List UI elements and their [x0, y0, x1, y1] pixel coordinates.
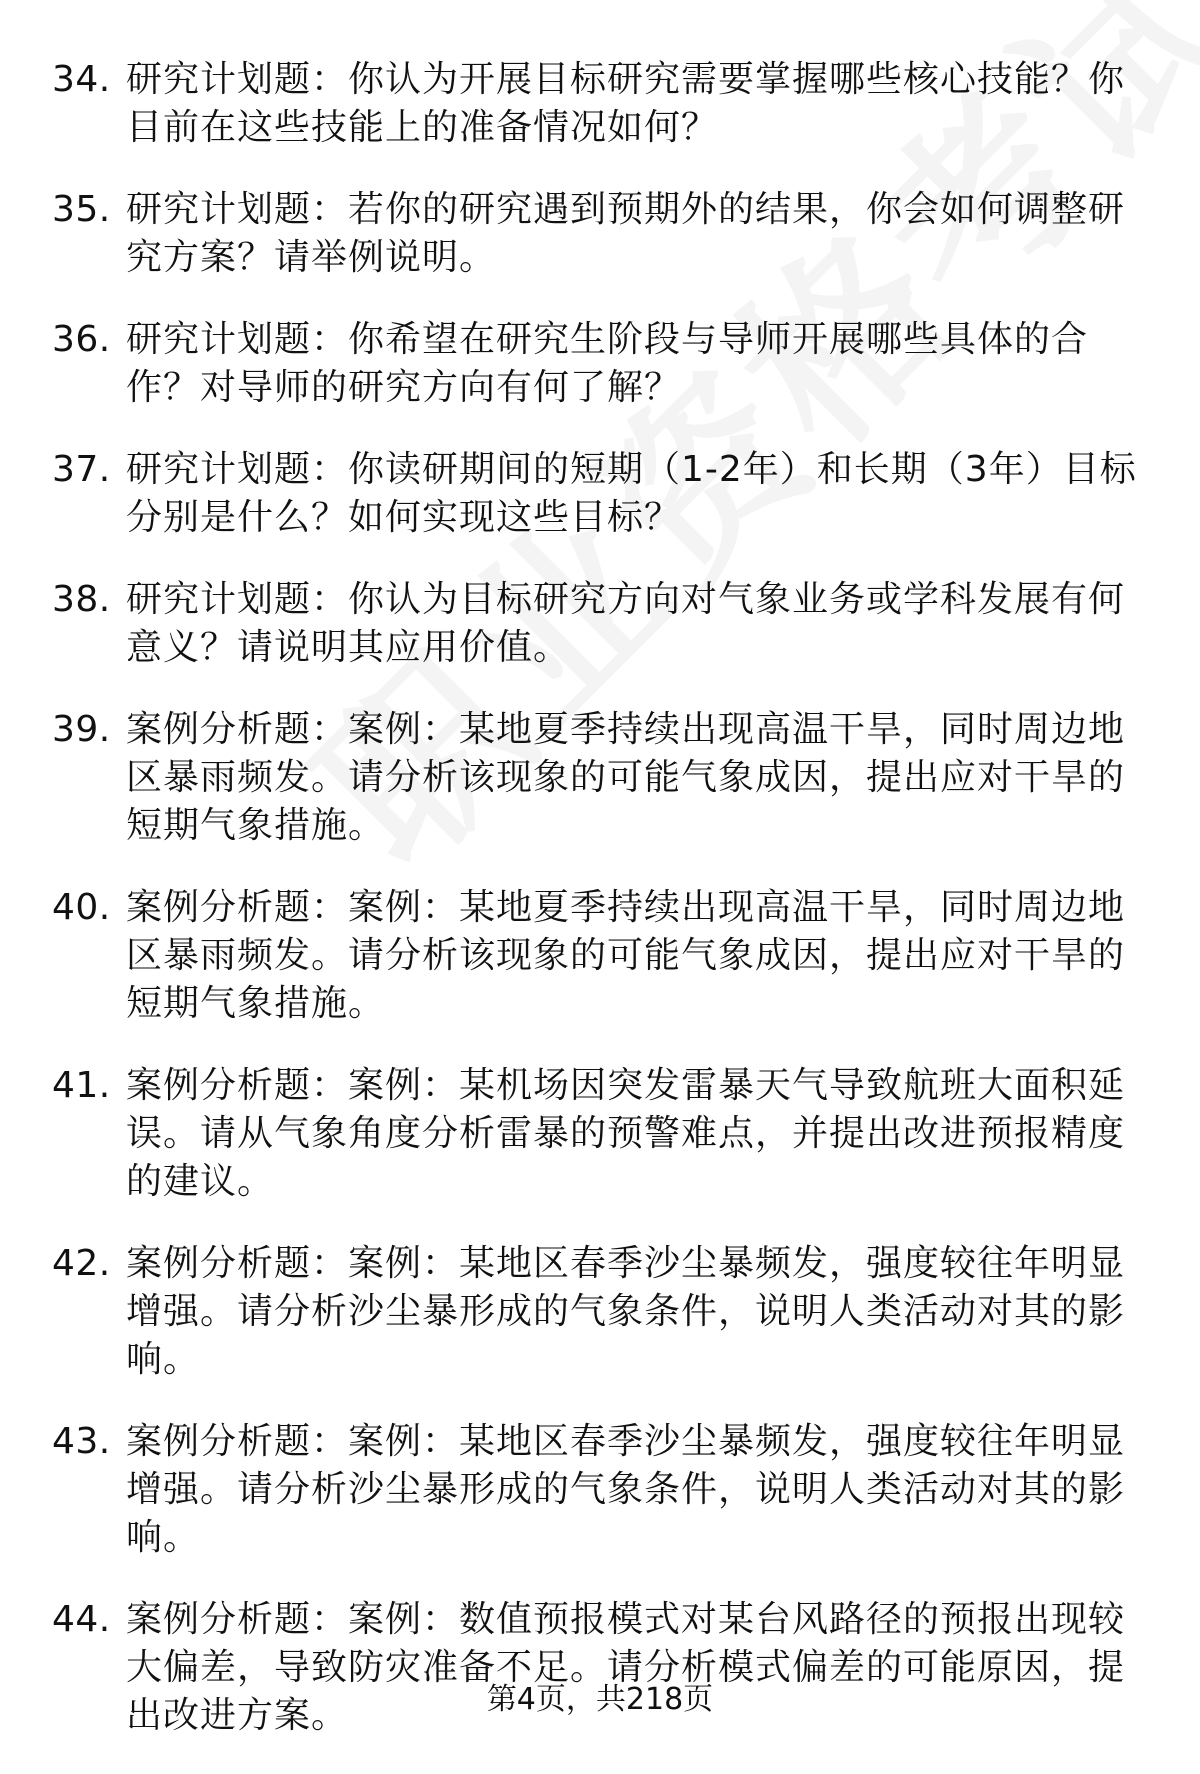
question-text: 研究计划题：你认为目标研究方向对气象业务或学科发展有何意义？请说明其应用价值。	[126, 579, 1126, 668]
question-number: 42.	[52, 1243, 111, 1284]
question-number: 34.	[52, 59, 111, 100]
question-item	[52, 706, 1152, 850]
question-text: 研究计划题：若你的研究遇到预期外的结果，你会如何调整研究方案？请举例说明。	[126, 189, 1126, 278]
question-number: 37.	[52, 449, 111, 490]
question-text: 案例分析题：案例：数值预报模式对某台风路径的预报出现较大偏差，导致防灾准备不足。请分析模式偏差的可能原因，提出改进方案。	[126, 1599, 1126, 1736]
question-text: 研究计划题：你读研期间的短期（1-2年）和长期（3年）目标分别是什么？如何实现这些目标？	[126, 449, 1137, 538]
question-number: 39.	[52, 709, 111, 750]
question-number: 36.	[52, 319, 111, 360]
question-text: 案例分析题：案例：某机场因突发雷暴天气导致航班大面积延误。请从气象角度分析雷暴的预警难点，并提出改进预报精度的建议。	[126, 1065, 1126, 1202]
question-text: 案例分析题：案例：某地区春季沙尘暴频发，强度较往年明显增强。请分析沙尘暴形成的气象条件，说明人类活动对其的影响。	[126, 1421, 1126, 1558]
question-text: 研究计划题：你希望在研究生阶段与导师开展哪些具体的合作？对导师的研究方向有何了解？	[126, 319, 1089, 408]
question-number: 41.	[52, 1065, 111, 1106]
question-number: 35.	[52, 189, 111, 230]
question-item	[52, 576, 1152, 672]
question-item	[52, 186, 1152, 282]
question-text: 案例分析题：案例：某地区春季沙尘暴频发，强度较往年明显增强。请分析沙尘暴形成的气象条件，说明人类活动对其的影响。	[126, 1243, 1126, 1380]
question-item	[52, 1418, 1152, 1562]
question-item	[52, 1240, 1152, 1384]
question-number: 38.	[52, 579, 111, 620]
question-text: 研究计划题：你认为开展目标研究需要掌握哪些核心技能？你目前在这些技能上的准备情况如何？	[126, 59, 1126, 148]
question-list	[52, 56, 1152, 1774]
question-item	[52, 316, 1152, 412]
question-number: 40.	[52, 887, 111, 928]
question-item	[52, 446, 1152, 542]
question-number: 43.	[52, 1421, 111, 1462]
page-footer: 第4页，共218页	[486, 1682, 714, 1717]
question-text: 案例分析题：案例：某地夏季持续出现高温干旱，同时周边地区暴雨频发。请分析该现象的可能气象成因，提出应对干旱的短期气象措施。	[126, 887, 1126, 1024]
question-item	[52, 884, 1152, 1028]
question-text: 案例分析题：案例：某地夏季持续出现高温干旱，同时周边地区暴雨频发。请分析该现象的可能气象成因，提出应对干旱的短期气象措施。	[126, 709, 1126, 846]
question-number: 44.	[52, 1599, 111, 1640]
question-item	[52, 56, 1152, 152]
question-item	[52, 1062, 1152, 1206]
